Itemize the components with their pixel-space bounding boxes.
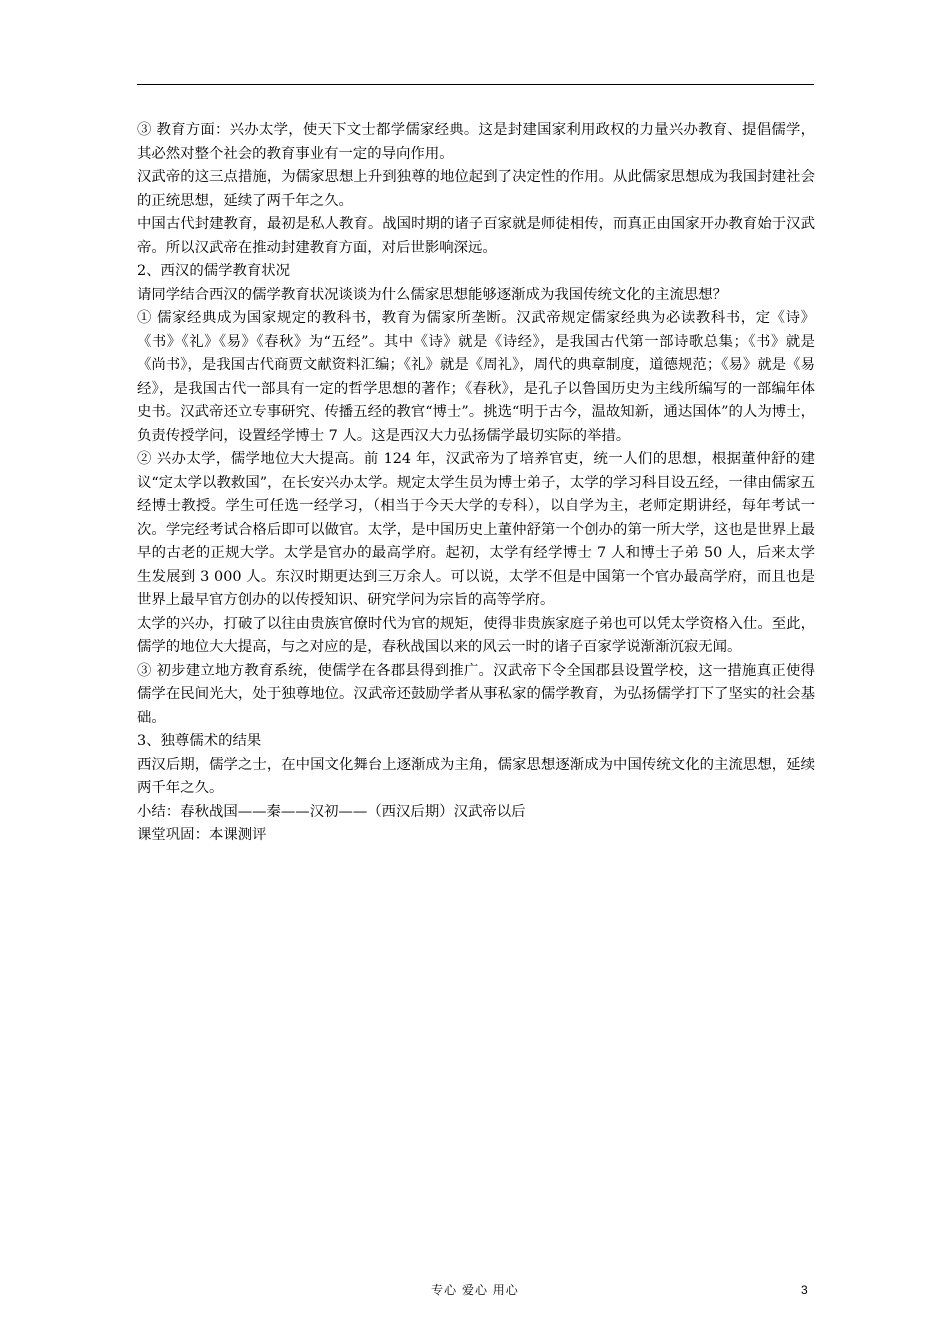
document-body <box>137 119 815 848</box>
paragraph-taixue-effect: 太学的兴办，打破了以往由贵族官僚时代为官的规矩，使得非贵族家庭子弟也可以凭太学资格入仕。至此，儒学的地位大大提高，与之对应的是，春秋战国以来的风云一时的诸子百家学说渐渐沉寂无闻。 <box>137 615 815 655</box>
paragraph-feudal-education: 中国古代封建教育，最初是私人教育。战国时期的诸子百家就是师徒相传，而真正由国家开办教育始于汉武帝。所以汉武帝在推动封建教育方面，对后世影响深远。 <box>137 216 815 256</box>
paragraph-summary: 小结：春秋战国——秦——汉初——（西汉后期）汉武帝以后 <box>137 803 526 820</box>
footer-slogan: 专心 爱心 用心 <box>431 1283 519 1297</box>
paragraph-local-education: ③ 初步建立地方教育系统，使儒学在各郡县得到推广。汉武帝下令全国郡县设置学校，这一措施真正使得儒学在民间光大，处于独尊地位。汉武帝还鼓励学者从事私家的儒学教育，为弘扬儒学打下了坚实的社会基础。 <box>137 662 815 726</box>
page-number: 3 <box>801 1283 808 1297</box>
section-heading-3: 3、独尊儒术的结果 <box>137 733 262 749</box>
paragraph-classics-textbooks: ① 儒家经典成为国家规定的教科书，教育为儒家所垄断。汉武帝规定儒家经典为必读教科书，定《诗》《书》《礼》《易》《春秋》为“五经”。其中《诗》就是《诗经》，是我国古代第一部诗歌总集；《书》就是《尚书》，是我国古代商贾文献资料汇编；《礼》就是《周礼》，周代的典章制度，道德规范；《易》就是《易经》，是我国古代一部具有一定的哲学思想的著作；《春秋》，是孔子以鲁国历史为主线所编写的一部编年体史书。汉武帝还立专事研究、传播五经的教官“博士”。挑选“明于古今，温故知新，通达国体”的人为博士，负责传授学问，设置经学博士 7 人。这是西汉大力弘扬儒学最切实际的举措。 <box>137 310 815 444</box>
paragraph-consolidation: 课堂巩固：本课测评 <box>137 827 267 843</box>
paragraph-taixue: ② 兴办太学，儒学地位大大提高。前 124 年，汉武帝为了培养官吏，统一人们的思想，根据董仲舒的建议“定太学以教救国”，在长安兴办太学。规定太学生员为博士弟子，太学的学习科目设五经，一律由儒家五经博士教授。学生可任选一经学习，（相当于今天大学的专科），以自学为主，老师定期讲经，每年考试一次。学完经考试合格后即可以做官。太学，是中国历史上董仲舒第一个创办的第一所大学，这也是世界上最早的古老的正规大学。太学是官办的最高学府。起初，太学有经学博士 7 人和博士子弟 50 人，后来太学生发展到 3 000 人。东汉时期更达到三万余人。可以说，太学不但是中国第一个官办最高学府，而且也是世界上最早官方创办的以传授知识、研究学问为宗旨的高等学府。 <box>137 451 815 608</box>
paragraph-three-measures: 汉武帝的这三点措施，为儒家思想上升到独尊的地位起到了决定性的作用。从此儒家思想成为我国封建社会的正统思想，延续了两千年之久。 <box>137 169 815 209</box>
section-heading-2: 2、西汉的儒学教育状况 <box>137 263 291 279</box>
header-rule <box>137 84 814 85</box>
paragraph-question: 请同学结合西汉的儒学教育状况谈谈为什么儒家思想能够逐渐成为我国传统文化的主流思想？ <box>137 286 728 303</box>
paragraph-education-measure: ③ 教育方面：兴办太学，使天下文士都学儒家经典。这是封建国家利用政权的力量兴办教育、提倡儒学，其必然对整个社会的教育事业有一定的导向作用。 <box>137 122 815 162</box>
paragraph-result: 西汉后期，儒学之士，在中国文化舞台上逐渐成为主角，儒家思想逐渐成为中国传统文化的主流思想，延续两千年之久。 <box>137 756 815 796</box>
